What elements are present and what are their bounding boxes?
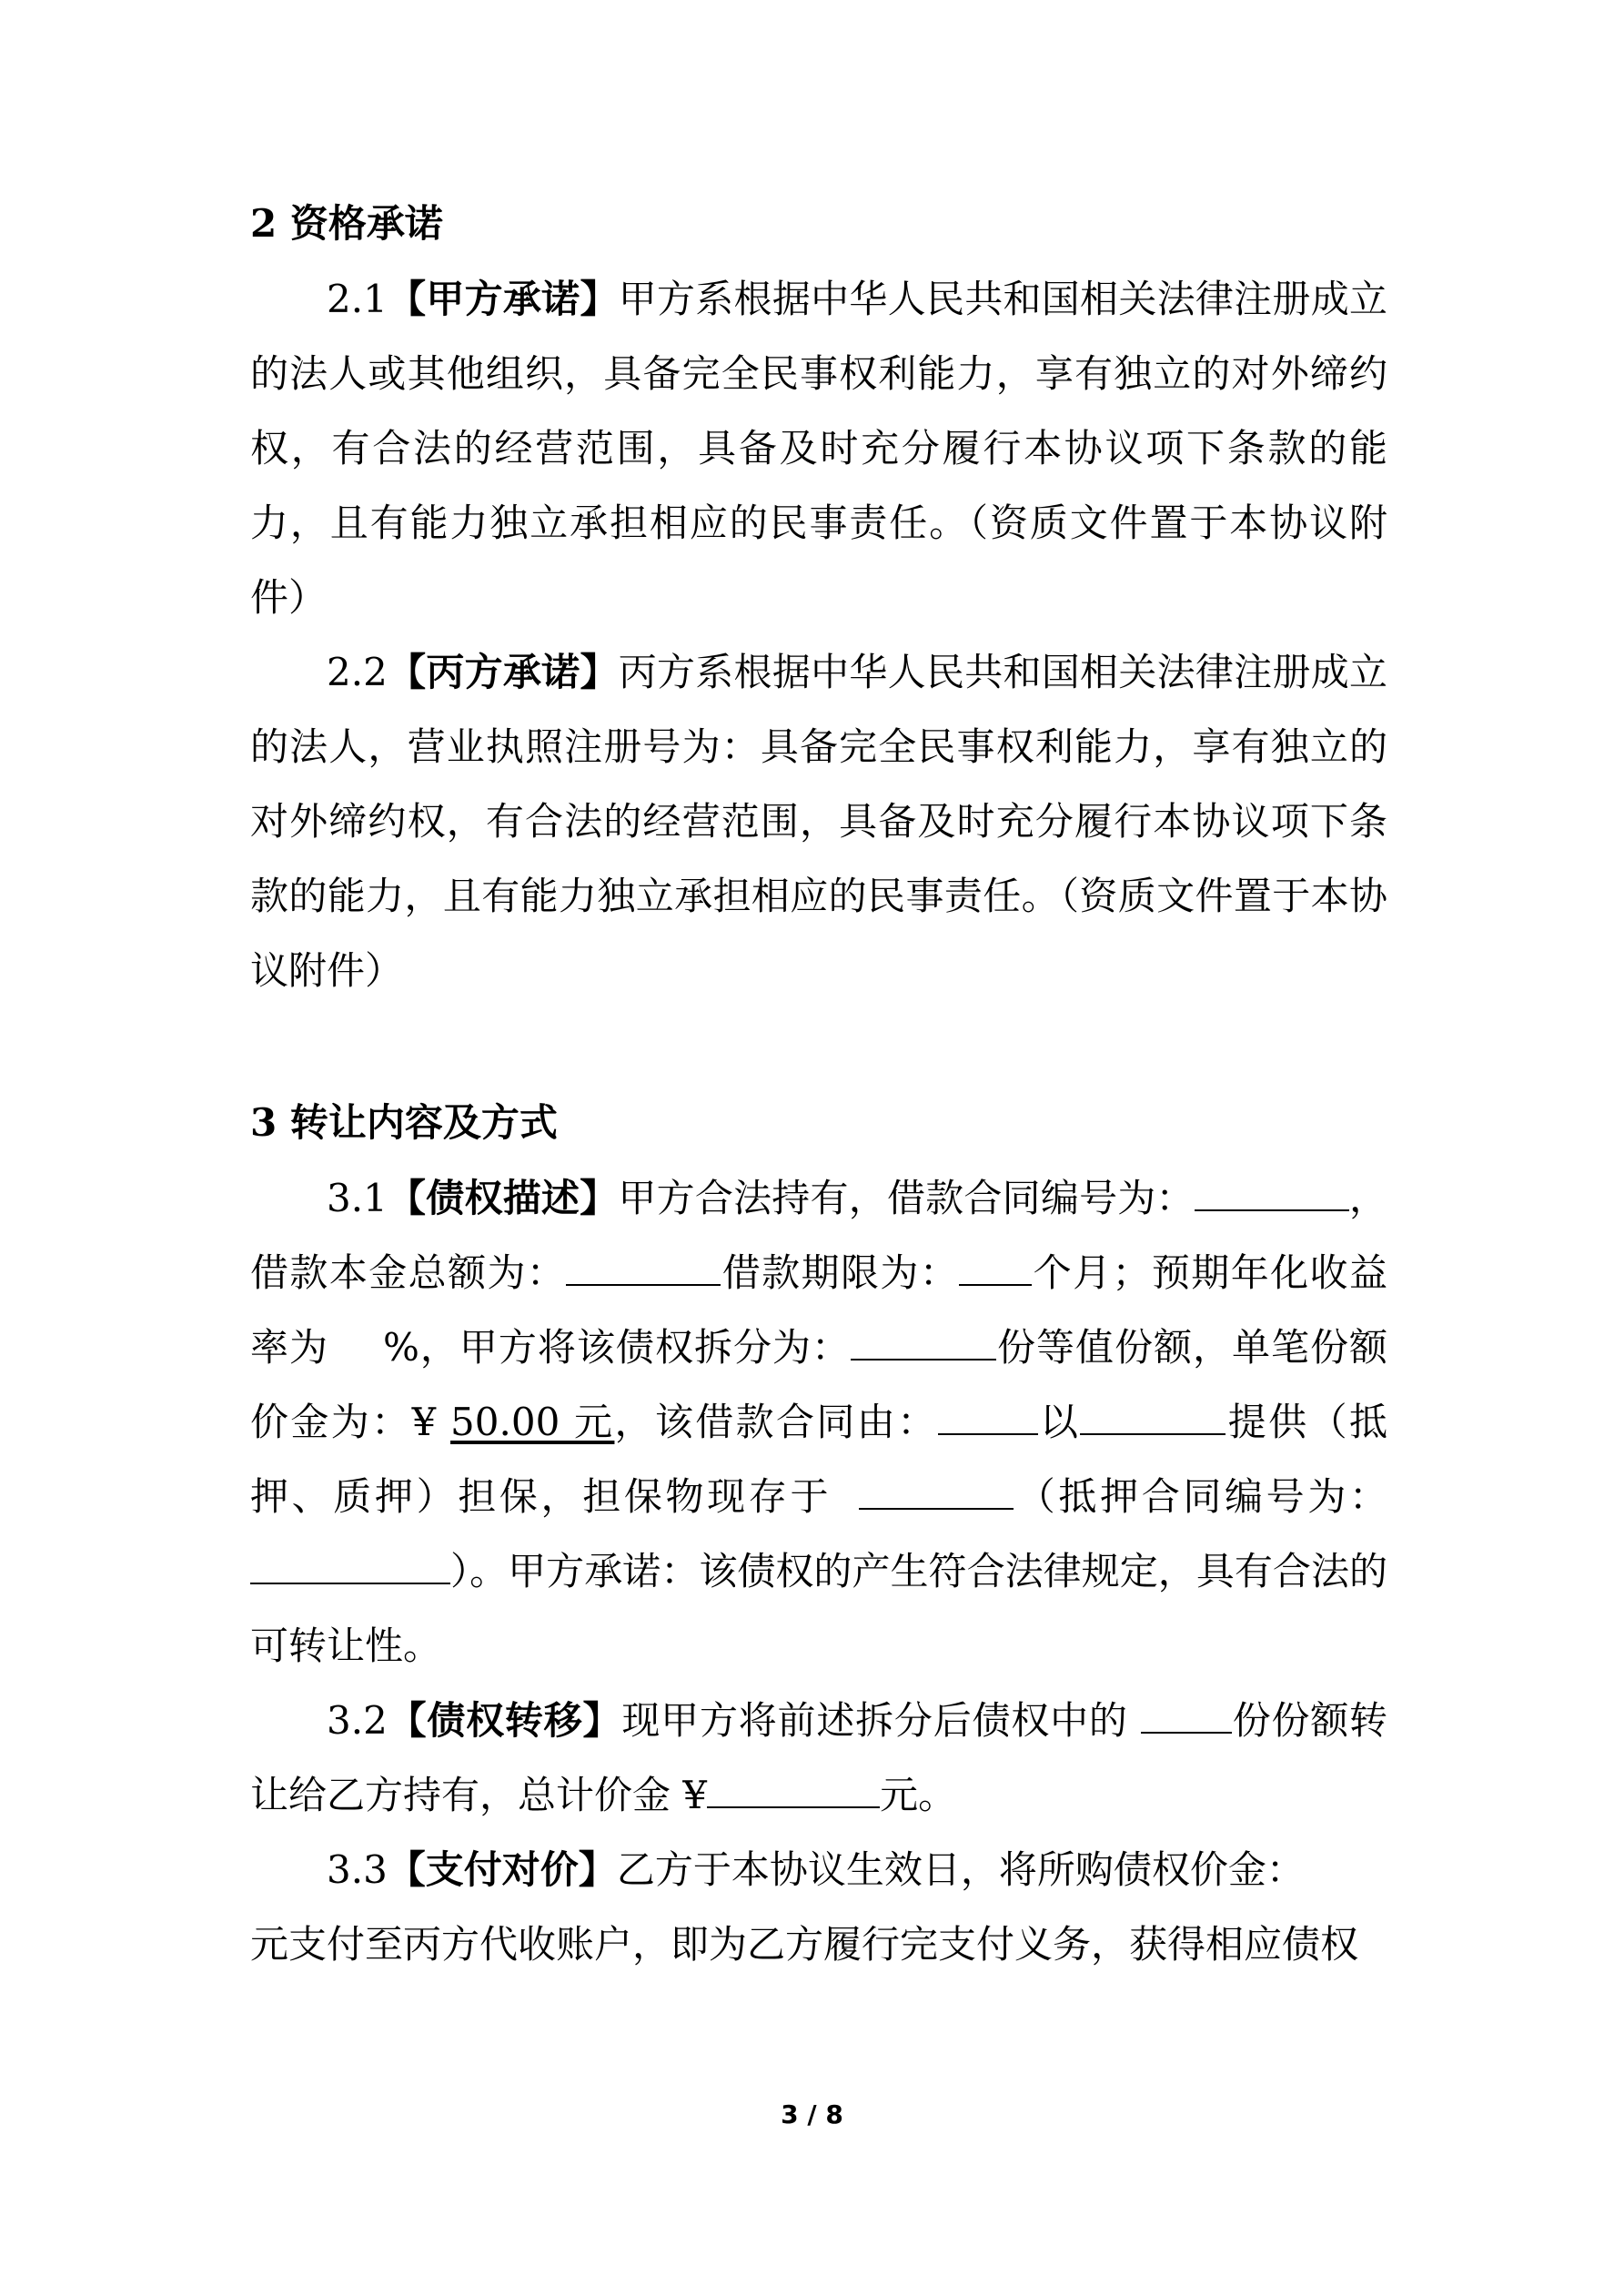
- clause-number: 2.2: [327, 650, 388, 694]
- clause-number: 2.1: [327, 277, 388, 321]
- clause-text: 甲方系根据中华人民共和国相关法律注册成立的法人或其他组织，具备完全民事权利能力，享有独立的对外缔约权，有合法的经营范围，具备及时充分履行本协议项下条款的能力，且有能力独立承担相应的民事责任。（资质文件置于本协议附件）: [250, 277, 1387, 620]
- clause-2-2: [250, 635, 1387, 1008]
- total-price-blank[interactable]: [707, 1774, 880, 1808]
- clause-text: 乙方于本协议生效日，将所购债权价金：: [616, 1847, 1305, 1892]
- clause-text: 提供（抵押、质押）担保，担保物现存于: [250, 1400, 1387, 1519]
- clause-number: 3.2: [327, 1698, 388, 1743]
- clause-text: 个月；预期年化收益率为: [250, 1250, 1387, 1370]
- clause-number: 3.1: [327, 1176, 388, 1220]
- collateral-location-blank[interactable]: [859, 1475, 1014, 1510]
- unit-price: 50.00 元: [450, 1400, 615, 1444]
- clause-text: 份等值份额，单笔份额价金为：¥: [250, 1325, 1387, 1444]
- contract-number-blank[interactable]: [1195, 1177, 1349, 1211]
- clause-text: ，借款本金总额为：: [250, 1176, 1387, 1295]
- clause-text: 甲方合法持有，借款合同编号为：: [618, 1176, 1195, 1220]
- loan-term-blank[interactable]: [959, 1251, 1032, 1286]
- section-heading-qualification: 2 资格承诺: [250, 201, 443, 246]
- section-heading-transfer: 3 转让内容及方式: [250, 1100, 558, 1145]
- clause-2-1: [250, 262, 1387, 635]
- share-count-blank[interactable]: [851, 1326, 996, 1360]
- clause-text: （抵押合同编号为：: [1014, 1474, 1387, 1519]
- clause-3-2: [250, 1684, 1387, 1833]
- mortgage-contract-number-blank[interactable]: [250, 1550, 450, 1584]
- clause-number: 3.3: [327, 1847, 388, 1892]
- clause-3-3: [250, 1833, 1387, 1982]
- clause-text: %，甲方将该债权拆分为：: [383, 1325, 851, 1370]
- clause-text: 元支付至丙方代收账户，即为乙方履行完支付义务，获得相应债权: [250, 1922, 1359, 1967]
- page-number: 3 / 8: [781, 2099, 843, 2129]
- clause-text: 现甲方将前述拆分后债权中的: [621, 1698, 1141, 1743]
- clause-text: 份份额转让给乙方持有，总计价金 ¥: [250, 1698, 1387, 1817]
- clause-text: 丙方系根据中华人民共和国相关法律注册成立的法人，营业执照注册号为：具备完全民事权利能力，享有独立的对外缔约权，有合法的经营范围，具备及时充分履行本协议项下条款的能力，且有能力独立承担相应的民事责任。（资质文件置于本协议附件）: [250, 650, 1387, 993]
- clause-tag: 【债权描述】: [387, 1176, 619, 1220]
- clause-3-1: [250, 1161, 1387, 1684]
- clause-tag: 【支付对价】: [387, 1847, 617, 1892]
- clause-text: 以: [1037, 1400, 1081, 1444]
- clause-tag: 【甲方承诺】: [387, 277, 619, 321]
- clause-text: 借款期限为：: [721, 1250, 960, 1295]
- clause-text: ，该借款合同由：: [614, 1400, 938, 1444]
- clause-text: ）。甲方承诺：该债权的产生符合法律规定，具有合法的可转让性。: [250, 1549, 1387, 1668]
- principal-amount-blank[interactable]: [566, 1251, 721, 1286]
- clause-tag: 【丙方承诺】: [387, 650, 619, 694]
- clause-text: 元。: [880, 1773, 957, 1817]
- borrower-blank[interactable]: [938, 1401, 1038, 1435]
- collateral-blank[interactable]: [1080, 1401, 1226, 1435]
- transfer-shares-blank[interactable]: [1141, 1699, 1232, 1734]
- clause-tag: 【债权转移】: [387, 1698, 622, 1743]
